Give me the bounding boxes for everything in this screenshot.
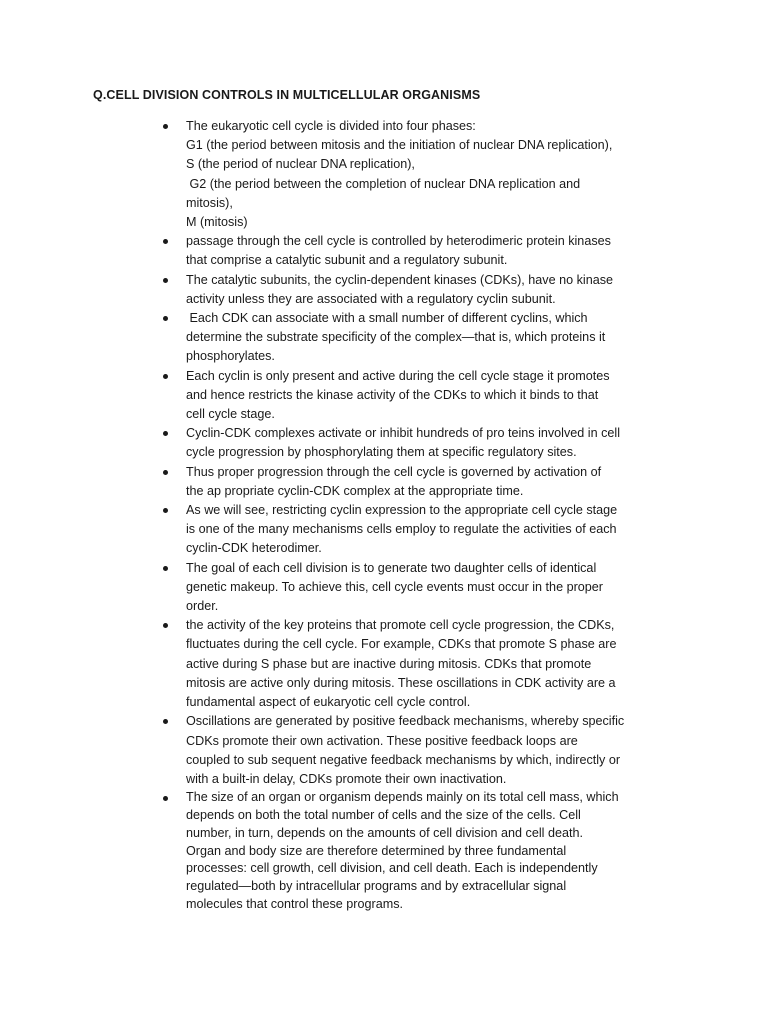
text-line: G1 (the period between mitosis and the initiation of nuclear DNA replication), [186,138,613,153]
text-line: Each CDK can associate with a small number of different cyclins, which [186,311,588,326]
text-line: activity unless they are associated with a regulatory cyclin subunit. [186,291,556,306]
text-line: cyclin-CDK heterodimer. [186,541,322,556]
list-item [163,424,683,462]
bullet-list [163,117,683,914]
bullet-text [186,309,683,367]
text-line: fluctuates during the cell cycle. For example, CDKs that promote S phase are [186,637,617,652]
text-line: coupled to sub sequent negative feedback mechanisms by which, indirectly or [186,752,621,767]
bullet-point-icon [163,278,168,283]
text-line: Each cyclin is only present and active during the cell cycle stage it promotes [186,368,610,383]
bullet-point-icon [163,124,168,129]
text-line: the activity of the key proteins that promote cell cycle progression, the CDKs, [186,618,615,633]
text-line: As we will see, restricting cyclin expression to the appropriate cell cycle stage [186,503,618,518]
text-line: Thus proper progression through the cell cycle is governed by activation of [186,464,602,479]
bullet-point-icon [163,374,168,379]
text-line: passage through the cell cycle is controlled by heterodimeric protein kinases [186,234,611,249]
text-line: The catalytic subunits, the cyclin-dependent kinases (CDKs), have no kinase [186,272,614,287]
bullet-point-icon [163,796,168,801]
text-line: Cyclin-CDK complexes activate or inhibit hundreds of pro teins involved in cell [186,426,620,441]
bullet-text [186,616,683,712]
text-line: Organ and body size are therefore determined by three fundamental [186,843,567,858]
text-line: and hence restricts the kinase activity of the CDKs to which it binds to that [186,387,599,402]
list-item [163,271,683,309]
text-line: The size of an organ or organism depends mainly on its total cell mass, which [186,790,619,805]
document-heading: Q.CELL DIVISION CONTROLS IN MULTICELLULAR ORGANISMS [93,88,481,102]
bullet-text [186,232,683,270]
bullet-point-icon [163,719,168,724]
text-line: that comprise a catalytic subunit and a regulatory subunit. [186,253,508,268]
bullet-point-icon [163,431,168,436]
text-line: G2 (the period between the completion of nuclear DNA replication and [186,176,581,191]
text-line: genetic makeup. To achieve this, cell cycle events must occur in the proper [186,579,603,594]
list-item [163,232,683,270]
bullet-text [186,789,683,914]
text-line: processes: cell growth, cell division, and cell death. Each is independently [186,861,598,876]
bullet-point-icon [163,508,168,513]
bullet-text [186,424,683,462]
text-line: The goal of each cell division is to generate two daughter cells of identical [186,560,597,575]
text-line: M (mitosis) [186,215,248,230]
text-line: the ap propriate cyclin-CDK complex at the appropriate time. [186,483,524,498]
text-line: phosphorylates. [186,349,275,364]
list-item [163,463,683,501]
text-line: depends on both the total number of cells and the size of the cells. Cell [186,807,581,822]
bullet-text [186,559,683,617]
text-line: with a built-in delay, CDKs promote their own inactivation. [186,771,507,786]
list-item [163,616,683,712]
bullet-point-icon [163,566,168,571]
bullet-text [186,367,683,425]
text-line: Oscillations are generated by positive feedback mechanisms, whereby specific [186,714,625,729]
bullet-point-icon [163,316,168,321]
bullet-text [186,463,683,501]
text-line: is one of the many mechanisms cells employ to regulate the activities of each [186,522,617,537]
text-line: active during S phase but are inactive during mitosis. CDKs that promote [186,656,592,671]
bullet-point-icon [163,470,168,475]
list-item [163,712,683,789]
bullet-point-icon [163,623,168,628]
text-line: determine the substrate specificity of the complex—that is, which proteins it [186,330,606,345]
list-item [163,559,683,617]
list-item [163,117,683,232]
list-item [163,367,683,425]
text-line: mitosis are active only during mitosis. These oscillations in CDK activity are a [186,675,616,690]
text-line: CDKs promote their own activation. These positive feedback loops are [186,733,578,748]
text-line: regulated—both by intracellular programs and by extracellular signal [186,879,567,894]
list-item [163,309,683,367]
text-line: number, in turn, depends on the amounts of cell division and cell death. [186,825,583,840]
bullet-point-icon [163,239,168,244]
list-item [163,789,683,914]
text-line: S (the period of nuclear DNA replication), [186,157,415,172]
bullet-text [186,712,683,789]
text-line: fundamental aspect of eukaryotic cell cycle control. [186,695,471,710]
bullet-text [186,501,683,559]
list-item [163,501,683,559]
text-line: order. [186,599,219,614]
text-line: cell cycle stage. [186,407,275,422]
bullet-text [186,271,683,309]
bullet-text [186,117,683,232]
text-line: cycle progression by phosphorylating them at specific regulatory sites. [186,445,577,460]
text-line: molecules that control these programs. [186,896,403,911]
text-line: The eukaryotic cell cycle is divided into four phases: [186,119,476,133]
text-line: mitosis), [186,195,233,210]
